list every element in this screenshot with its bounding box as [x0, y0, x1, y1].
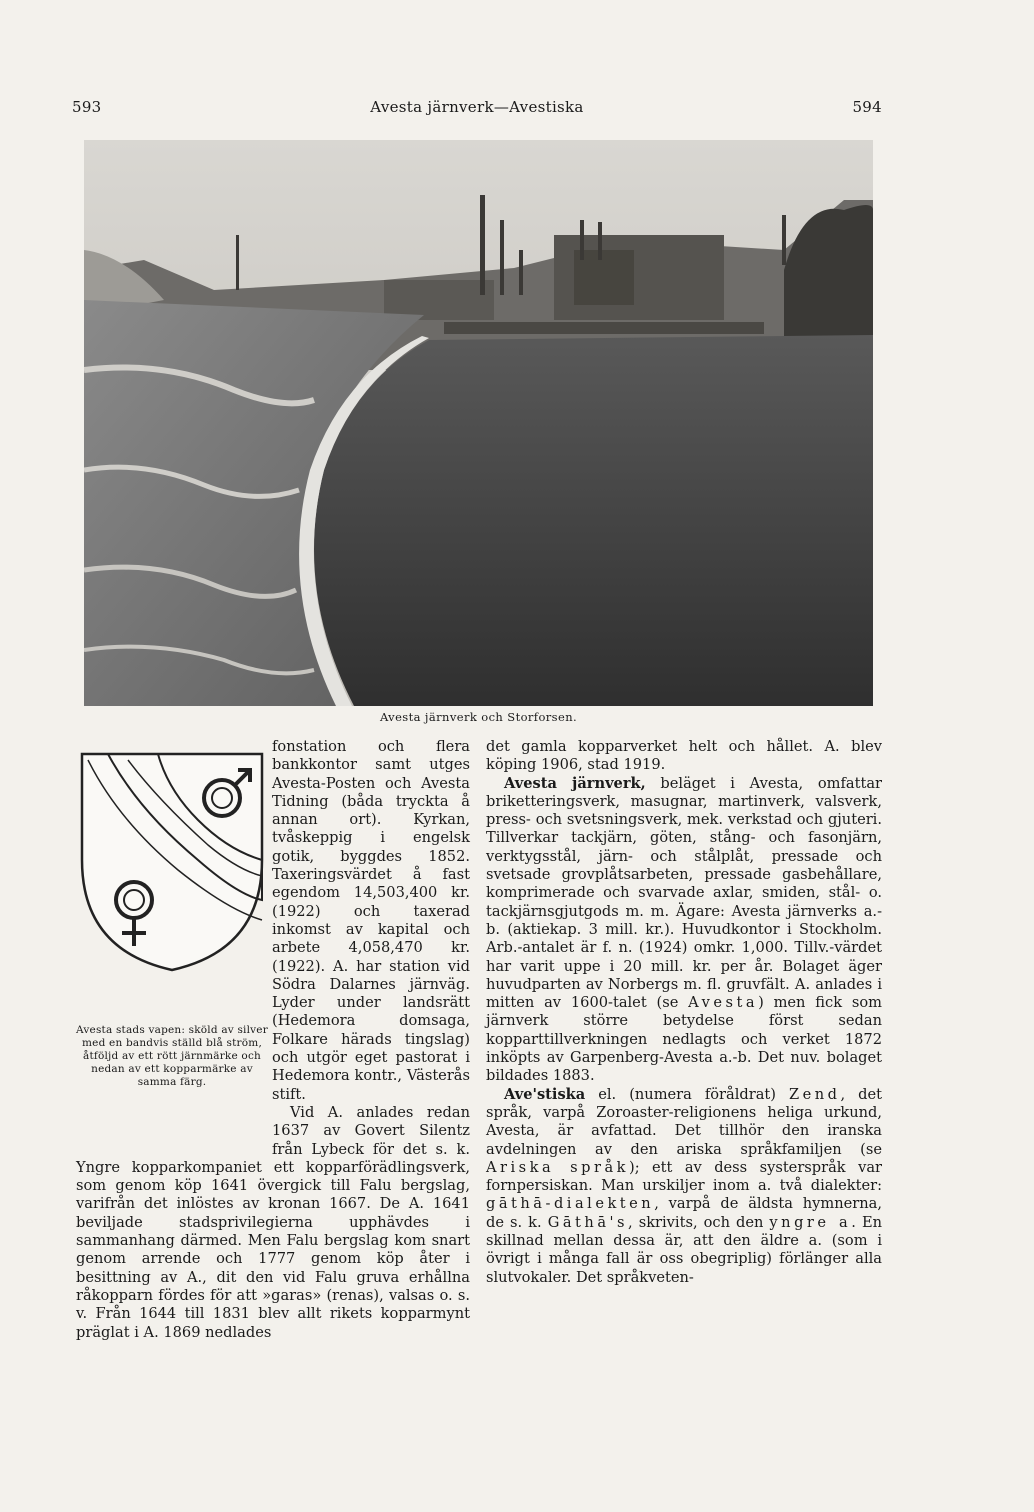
photo-of-waterfall-and-ironworks [84, 140, 873, 706]
entry-headword: Avesta järnverk, [504, 774, 646, 792]
running-title: Avesta järnverk—Avestiska [370, 98, 584, 116]
left-column [76, 738, 470, 1342]
cross-reference: Avesta [688, 994, 759, 1012]
entry-avestiska: Ave'stiska el. (numera föråldrat) Zend, det språk, varpå Zoroaster-religionens heliga urkund, Avesta, är avfattad. Det tillhör den iranska avdelningen av den ariska språkfamiljen (se Ariska språk); ett av dess systerspråk var fornpersiskan. Man urskiljer inom a. två dialekter: gāthā-dialekten, varpå de äldsta hymnerna, de s. k. Gāthā's, skrivits, och den yngre a. En skillnad mellan dessa är, att den äldre a. (som i övrigt i många fall är oss obegriplig) förlänger alla slutvokaler. Det språkveten- [486, 1085, 882, 1286]
coat-of-arms-shield [78, 750, 266, 974]
paragraph-left-2: Vid A. anlades redan 1637 av Govert Silentz från Lybeck för det s. k. Yngre kopparkompaniet ett kopparförädlingsverk, som genom köp 1641 övergick till Falu bergslag, varifrån det inlöstes av kronan 1667. De A. 1641 beviljade stadsprivilegierna upphävdes i sammanhang därmed. Men Falu bergslag kom snart genom arrende och 1777 genom köp åter i besittning av A., dit den vid Falu gruva erhållna råkopparn fördes för att »garas» (renas), valsas o. s. v. Från 1644 till 1831 blev allt rikets kopparmynt präglat i A. 1869 nedlades [76, 1103, 470, 1341]
entry-headword: Ave'stiska [504, 1085, 586, 1103]
paragraph-left-1-text: fonstation och flera bankkontor samt utges Avesta-Posten och Avesta Tidning (båda tryckta å annan ort). Kyrkan, tvåskeppig i engelsk gotik, byggdes 1852. Taxeringsvärdet å fast egendom 14,503,400 kr. (1922) och taxerad inkomst av kapital och arbete 4,058,470 kr. (1922). A. har station vid Södra Dalarnes järnväg. Lyder under landsrätt (Hedemora domsaga, Folkare härads tingslag) och utgör eget pastorat i Hedemora kontr., Västerås stift. [272, 738, 470, 1103]
entry-avesta-jarnverk: Avesta järnverk, beläget i Avesta, omfattar briketteringsverk, masugnar, martinverk, valsverk, press- och svetsningsverk, mek. verkstad och gjuteri. Tillverkar tackjärn, göten, stång- och fasonjärn, verktygsstål, järn- och stålplåt, pressade och svetsade grovplåtsarbeten, pressade gasbehållare, komprimerade och svarvade axlar, smiden, stål- o. tackjärnsgjutgods m. m. Ägare: Avesta järnverks a.-b. (aktiekap. 3 mill. kr.). Huvudkontor i Stockholm. Arb.-antalet är f. n. (1924) omkr. 1,000. Tillv.-värdet har varit uppe i 20 mill. kr. per år. Bolaget äger huvudparten av Norbergs m. fl. gruvfält. A. anlades i mitten av 1600-talet (se Avesta) men fick som järnverk större betydelse först sedan kopparttillverkningen nedlagts och verket 1872 inköpts av Garpenberg-Avesta a.-b. Det nuv. bolaget bildades 1883. [486, 774, 883, 1085]
paragraph-right-1: det gamla kopparverket helt och hållet. A. blev köping 1906, stad 1919. [486, 738, 882, 774]
coat-of-arms-figure [76, 738, 268, 1146]
photo-caption: Avesta järnverk och Storforsen. [379, 710, 578, 724]
page-number-right: 594 [852, 98, 882, 116]
coat-of-arms-caption: Avesta stads vapen: sköld av silver med en bandvis ställd blå ström, åtföljd av ett rött järnmärke och nedan av ett kopparmärke av samma färg. [76, 1024, 268, 1088]
right-column [486, 738, 882, 1287]
page-header [72, 98, 882, 122]
paragraph-left-1 [76, 738, 470, 1104]
cross-reference: Ariska språk [486, 1158, 629, 1176]
page-number-left: 593 [72, 98, 102, 116]
